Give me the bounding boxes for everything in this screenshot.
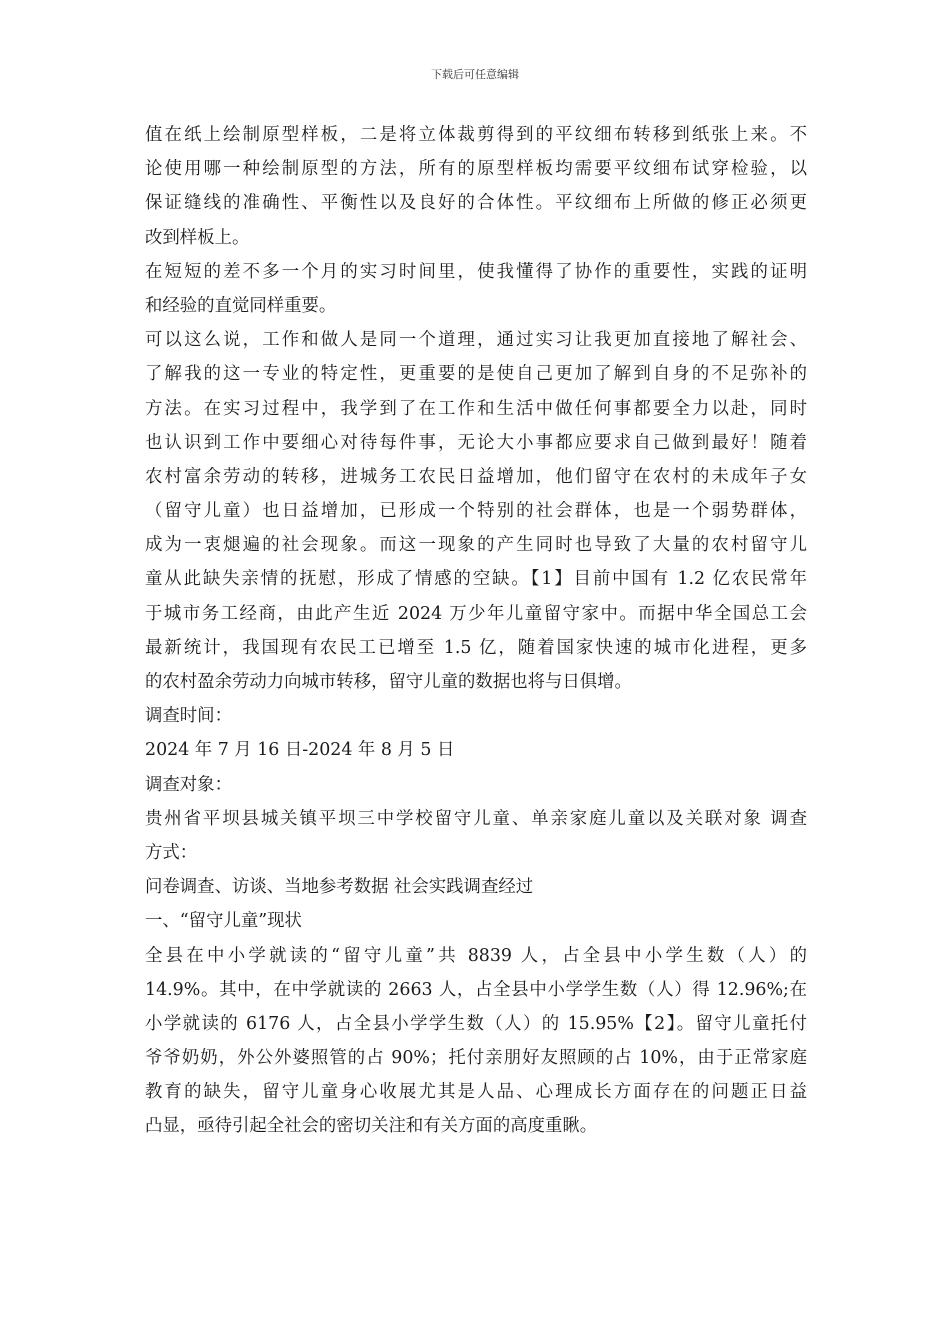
body-line: 小学就读的 6176 人，占全县小学学生数（人）的 15.95%【2】。留守儿童托付 bbox=[145, 1013, 807, 1034]
body-line: 2024 年 7 月 16 日-2024 年 8 月 5 日 bbox=[145, 740, 455, 761]
body-line: 14.9%。其中，在中学就读的 2663 人，占全县中小学学生数（人）得 12.96%;在 bbox=[145, 979, 807, 1000]
body-line: 爷爷奶奶，外公外婆照管的占 90%；托付亲朋好友照顾的占 10%，由于正常家庭 bbox=[145, 1048, 807, 1069]
body-line: 调查对象： bbox=[145, 774, 232, 795]
body-line: 凸显，亟待引起全社会的密切关注和有关方面的高度重瞅。 bbox=[145, 1116, 598, 1137]
body-line: 方式： bbox=[145, 842, 198, 863]
body-line: 值在纸上绘制原型样板，二是将立体裁剪得到的平纹细布转移到纸张上来。不 bbox=[145, 125, 807, 145]
body-line: 教育的缺失，留守儿童身心收展尤其是人品、心理成长方面存在的问题正日益 bbox=[145, 1082, 807, 1103]
body-line: 调查时间： bbox=[145, 706, 232, 727]
body-line: 最新统计，我国现有农民工已增至 1.5 亿，随着国家快速的城市化进程，更多 bbox=[145, 637, 807, 658]
body-line: 论使用哪一种绘制原型的方法，所有的原型样板均需要平纹细布试穿检验，以 bbox=[145, 159, 807, 180]
body-line: 农村富余劳动的转移，进城务工农民日益增加，他们留守在农村的未成年子女 bbox=[145, 466, 807, 487]
body-line: 于城市务工经商，由此产生近 2024 万少年儿童留守家中。而据中华全国总工会 bbox=[145, 603, 807, 624]
body-line: 一、“留守儿童”现状 bbox=[145, 911, 302, 932]
body-line: 问卷调查、访谈、当地参考数据 社会实践调查经过 bbox=[145, 877, 534, 898]
body-line: 全县在中小学就读的“留守儿童”共 8839 人，占全县中小学生数（人）的 bbox=[145, 945, 807, 966]
body-line: 改到样板上。 bbox=[145, 227, 250, 248]
page-header: 下载后可任意编辑 bbox=[431, 68, 519, 81]
body-line: 在短短的差不多一个月的实习时间里，使我懂得了协作的重要性，实践的证明 bbox=[145, 261, 807, 282]
body-line: 和经验的直觉同样重要。 bbox=[145, 295, 337, 316]
body-line: 方法。在实习过程中，我学到了在工作和生活中做任何事都要全力以赴，同时 bbox=[145, 398, 807, 419]
body-line: 可以这么说，工作和做人是同一个道理，通过实习让我更加直接地了解社会、 bbox=[145, 330, 807, 351]
body-line: 保证缝线的准确性、平衡性以及良好的合体性。平纹细布上所做的修正必须更 bbox=[145, 193, 807, 214]
body-line: 童从此缺失亲情的抚慰，形成了情感的空缺。【1】目前中国有 1.2 亿农民常年 bbox=[145, 569, 807, 590]
body-line: （留守儿童）也日益增加，已形成一个特别的社会群体，也是一个弱势群体， bbox=[145, 501, 807, 522]
body-line: 也认识到工作中要细心对待每件事，无论大小事都应要求自己做到最好！随着 bbox=[145, 432, 807, 453]
body-line: 的农村盈余劳动力向城市转移，留守儿童的数据也将与日俱增。 bbox=[145, 672, 632, 692]
body-line: 成为一衷煺遍的社会现象。而这一现象的产生同时也导致了大量的农村留守儿 bbox=[145, 535, 807, 556]
body-line: 了解我的这一专业的特定性，更重要的是使自己更加了解到自身的不足弥补的 bbox=[145, 364, 807, 385]
body-line: 贵州省平坝县城关镇平坝三中学校留守儿童、单亲家庭儿童以及关联对象 调查 bbox=[145, 808, 807, 829]
document-body bbox=[145, 118, 807, 1144]
